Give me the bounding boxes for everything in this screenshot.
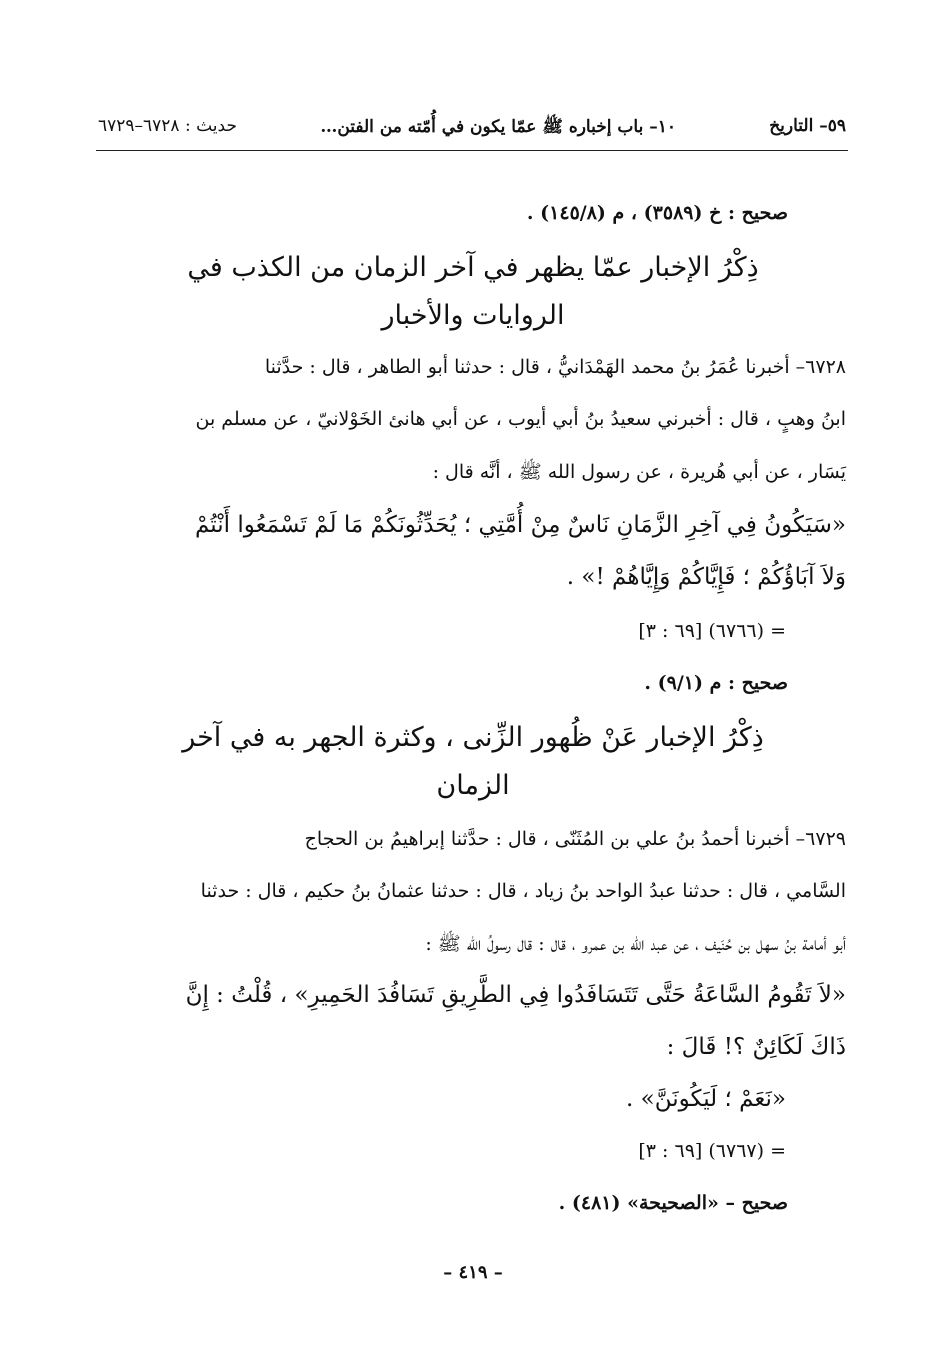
hadith-text: وَلاَ آبَاؤُكُمْ ؛ فَإِيَّاكُمْ وَإِيَّاهُمْ !» . [566, 564, 846, 590]
section-heading: الزمان [436, 770, 510, 801]
isnad-line: يَسَار ، عن أبي هُريرة ، عن رسول الله ﷺ ، أنَّه قال : [432, 461, 846, 483]
section-heading: ذِكْرُ الإخبار عَنْ ظُهور الزِّنى ، وكثرة الجهر به في آخر [182, 722, 764, 753]
grade-note: صحيح – «الصحيحة» (٤٨١) . [558, 1192, 788, 1214]
header-section-title: ١٠– باب إخباره ﷺ عمّا يكون في أُمّته من الفتن… [320, 117, 676, 137]
header-chapter: ٥٩– التاريخ [769, 116, 846, 136]
isnad-line: ابنُ وهبٍ ، قال : أخبرني سعيدُ بنُ أبي أيوب ، عن أبي هانئ الخَوْلانيّ ، عن مسلم بن [195, 408, 846, 430]
header-hadith-range: حديث : ٦٧٢٨–٦٧٢٩ [98, 116, 237, 136]
grade-note: صحيح : خ (٣٥٨٩) ، م (١٤٥/٨) . [526, 202, 788, 224]
cross-reference: = (٦٧٦٦) [٦٩ : ٣] [638, 620, 786, 642]
grade-note: صحيح : م (٩/١) . [644, 672, 788, 694]
header-divider [96, 150, 848, 151]
isnad-line: ٦٧٢٨– أخبرنا عُمَرُ بنُ محمد الهَمْدَانيُّ ، قال : حدثنا أبو الطاهر ، قال : حدَّثنا [264, 356, 846, 378]
isnad-line: ٦٧٢٩– أخبرنا أحمدُ بنُ علي بن المُثَنّى ، قال : حدَّثنا إبراهيمُ بن الحجاج [304, 828, 846, 850]
cross-reference: = (٦٧٦٧) [٦٩ : ٣] [638, 1140, 786, 1162]
page-number: – ٤١٩ – [443, 1262, 503, 1283]
isnad-line: أبو أمامة بنُ سهل بن حُنَيف ، عن عبد الله بن عمرو ، قال : قال رسولُ الله ﷺ : [425, 933, 846, 955]
hadith-text: «سَيَكُونُ فِي آخِرِ الزَّمَانِ نَاسٌ مِنْ أُمَّتِي ؛ يُحَدِّثُونَكُمْ مَا لَمْ تَسْمَعُوا أَنْتُمْ [195, 512, 846, 538]
hadith-text: «لاَ تَقُومُ السَّاعَةُ حَتَّى تَتَسَافَدُوا فِي الطَّرِيقِ تَسَافُدَ الحَمِيرِ» ، قُلْتُ : إِنَّ [185, 982, 846, 1008]
hadith-text: «نَعَمْ ؛ لَيَكُونَنَّ» . [626, 1086, 786, 1112]
hadith-text: ذَاكَ لَكَائِنٌ ؟! قَالَ : [666, 1034, 846, 1060]
section-heading: ذِكْرُ الإخبار عمّا يظهر في آخر الزمان من الكذب في [187, 252, 759, 283]
section-heading: الروايات والأخبار [381, 300, 565, 331]
isnad-line: السَّامي ، قال : حدثنا عبدُ الواحد بنُ زياد ، قال : حدثنا عثمانُ بنُ حكيم ، قال : حدثنا [200, 880, 846, 902]
